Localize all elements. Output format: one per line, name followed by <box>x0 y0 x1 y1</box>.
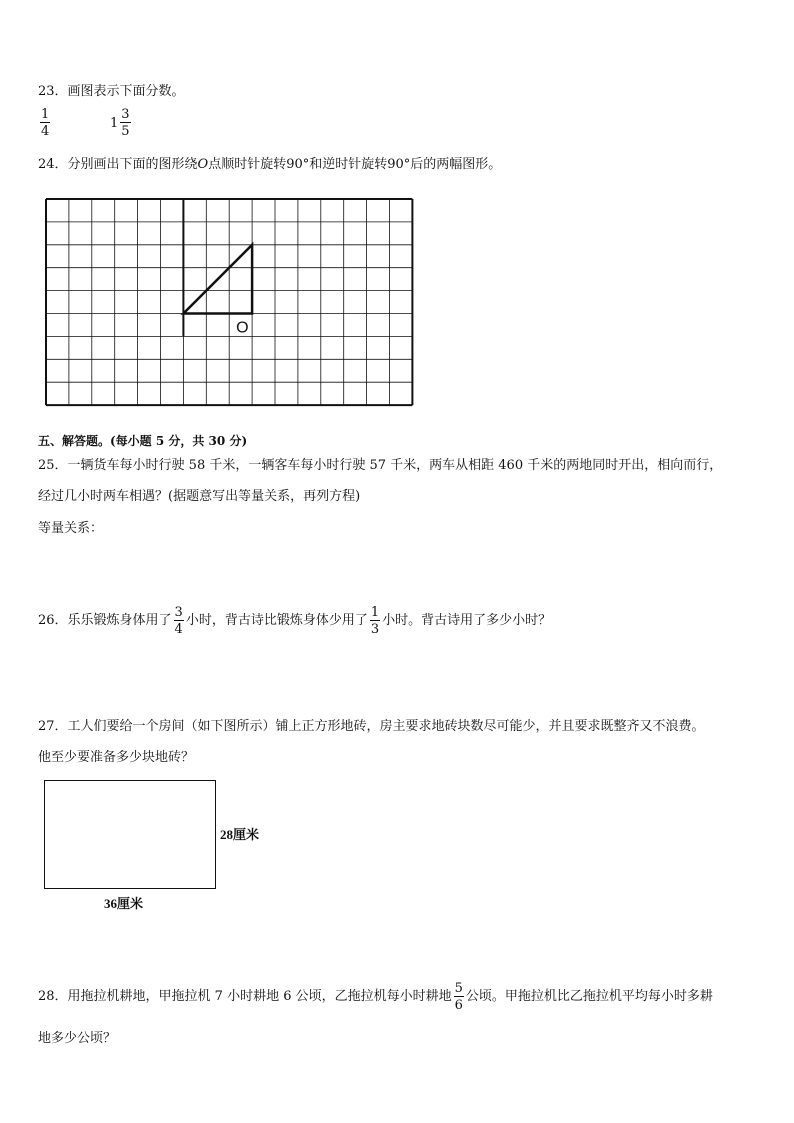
q24-text-before: 24．分别画出下面的图形绕 <box>38 157 198 172</box>
room-height-label: 28厘米 <box>220 827 260 842</box>
q23-frac2-den: 5 <box>121 124 130 139</box>
q26-frac2-den: 3 <box>370 622 380 637</box>
q24-point: O <box>197 157 209 172</box>
triangle-shape <box>183 245 252 314</box>
q28-frac-den: 6 <box>454 998 463 1013</box>
q25-line3: 等量关系： <box>38 521 104 536</box>
q23-fraction-1 <box>38 108 52 138</box>
q26-text <box>38 606 551 636</box>
q24-text-after: 点顺时针旋转90°和逆时针旋转90°后的两幅图形。 <box>208 157 502 172</box>
room-width-label: 36厘米 <box>104 896 144 911</box>
point-o-label: O <box>236 319 249 337</box>
q23-frac1-num: 1 <box>41 107 50 122</box>
q26-part1: 26．乐乐锻炼身体用了 <box>38 613 172 628</box>
q25-line1: 25．一辆货车每小时行驶 58 千米，一辆客车每小时行驶 57 千米，两车从相距 460 千米的两地同时开出，相向而行， <box>38 458 723 473</box>
q26-frac1-den: 4 <box>174 622 183 637</box>
q23-frac2-num: 3 <box>121 107 130 122</box>
q26-part2: 小时，背古诗比锻炼身体少用了 <box>185 613 368 628</box>
section-heading: 五、解答题。(每小题 5 分，共 30 分) <box>38 434 248 448</box>
q27-line2: 他至少要准备多少块地砖？ <box>38 750 195 765</box>
q24-text <box>38 157 501 173</box>
q26-part3: 小时。背古诗用了多少小时？ <box>382 613 552 628</box>
q28-part2: 公顷。甲拖拉机比乙拖拉机平均每小时多耕 <box>465 989 713 1004</box>
grid-lines <box>46 199 412 405</box>
q23-frac2-whole: 1 <box>110 115 119 131</box>
q23-text: 23．画图表示下面分数。 <box>38 84 185 99</box>
q26-frac1-num: 3 <box>174 605 183 620</box>
q25-line2: 经过几小时两车相遇？(据题意写出等量关系，再列方程) <box>38 489 361 504</box>
q26-frac2-num: 1 <box>370 605 380 620</box>
room-rectangle <box>44 780 216 889</box>
q28-text <box>38 982 713 1012</box>
q28-line2: 地多少公顷？ <box>38 1031 117 1046</box>
q23-frac1-den: 4 <box>41 124 50 139</box>
q28-part1: 28．用拖拉机耕地，甲拖拉机 7 小时耕地 6 公顷，乙拖拉机每小时耕地 <box>38 989 452 1004</box>
q28-frac-num: 5 <box>454 981 463 996</box>
q27-line1: 27．工人们要给一个房间（如下图所示）铺上正方形地砖，房主要求地砖块数尽可能少，并且要求既整齐又不浪费。 <box>38 719 705 734</box>
rotation-grid <box>44 197 416 411</box>
q23-fraction-2 <box>110 108 133 138</box>
